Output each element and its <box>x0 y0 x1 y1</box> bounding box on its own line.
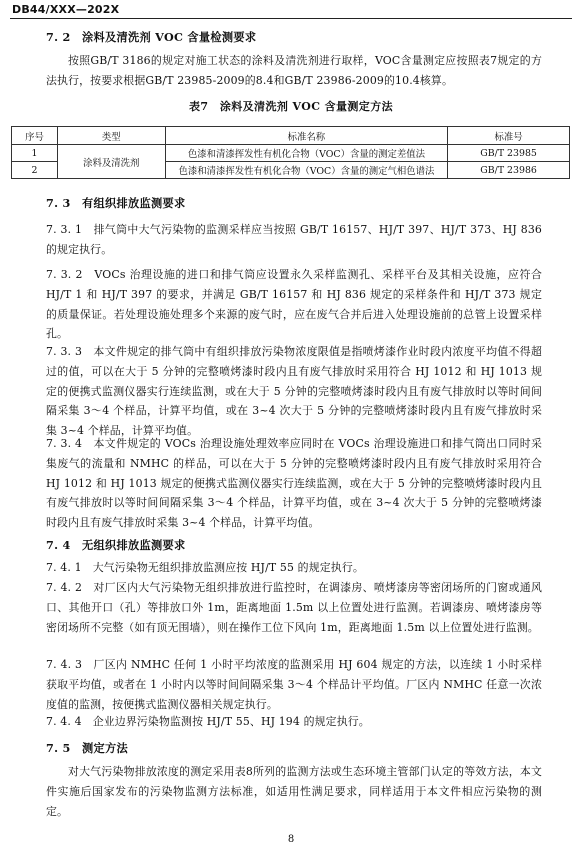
clause-7-4-4: 7. 4. 4 企业边界污染物监测按 HJ/T 55、HJ 194 的规定执行。 <box>46 715 370 728</box>
row-category: 涂料及清洗剂 <box>57 145 165 179</box>
section-7-2-heading: 7. 2 涂料及清洗剂 VOC 含量检测要求 <box>46 30 257 44</box>
header-type: 类型 <box>57 127 165 145</box>
section-7-5-heading: 7. 5 测定方法 <box>46 741 128 755</box>
header-standard-code: 标准号 <box>448 127 570 145</box>
table-7 <box>11 126 570 179</box>
row-standard-code: GB/T 23985 <box>448 145 570 162</box>
clause-7-3-4: 7. 3. 4 本文件规定的 VOCs 治理设施处理效率应同时在 VOCs 治理设施进口和排气筒出口同时采集废气的流量和 NMHC 的样品，可以在大于 5 分钟的完整喷烤漆时段内且有废气排放时采用符合 HJ 1012 和 HJ 1013 规定的便携式监测仪器实行连续监测，或在大于 5 分钟的完整喷烤漆时段内且有废气排放时以等时间间隔采集 3～4 个样品，计算平均值，或在 3~4 次大于 5 分钟的完整喷烤漆时段内且有废气排放时采集 3~4 个样品，计算平均值。 <box>46 437 542 530</box>
header-no: 序号 <box>12 127 58 145</box>
page-number: 8 <box>287 834 295 845</box>
section-7-5-body: 对大气污染物排放浓度的测定采用表8所列的监测方法或生态环境主管部门认定的等效方法，本文件实施后国家发布的污染物监测方法标准，如适用性满足要求，同样适用于本文件相应污染物的测定。 <box>46 765 542 818</box>
row-standard-name: 色漆和清漆挥发性有机化合物（VOC）含量的测定差值法 <box>165 145 447 162</box>
header-standard-name: 标准名称 <box>165 127 447 145</box>
document-code: DB44/XXX—202X <box>12 3 120 16</box>
clause-7-4-2: 7. 4. 2 对厂区内大气污染物无组织排放进行监控时，在调漆房、喷烤漆房等密闭场所的门窗或通风口、其他开口（孔）等排放口外 1m，距离地面 1.5m 以上位置处进行监测。若调漆房、喷烤漆房等密闭场所不完整（如有顶无围墙），则在操作工位下风向 1m，距离地面 1.5m 以上位置处进行监测。 <box>46 581 542 634</box>
section-7-3-heading: 7. 3 有组织排放监测要求 <box>46 196 186 210</box>
row-no: 2 <box>12 162 58 179</box>
section-7-2-body: 按照GB/T 3186的规定对施工状态的涂料及清洗剂进行取样，VOC含量测定应按照表7规定的方法执行，按要求根据GB/T 23985-2009的8.4和GB/T 23986-2009的10.4核算。 <box>46 54 542 87</box>
row-standard-name: 色漆和清漆挥发性有机化合物（VOC）含量的测定气相色谱法 <box>165 162 447 179</box>
clause-7-3-2: 7. 3. 2 VOCs 治理设施的进口和排气筒应设置永久采样监测孔、采样平台及其相关设施，应符合 HJ/T 1 和 HJ/T 397 的要求，并满足 GB/T 16157 和 HJ 836 规定的采样条件和 HJ/T 373 规定的质量保证。若处理设施处理多个来源的废气时，应在废气合并后进入处理设施前的总管上设置采样孔。 <box>46 268 542 341</box>
clause-7-3-3: 7. 3. 3 本文件规定的排气筒中有组织排放污染物浓度限值是指喷烤漆作业时段内浓度平均值不得超过的值，可以在大于 5 分钟的完整喷烤漆时段内且有废气排放时采用符合 HJ 1012 和 HJ 1013 规定的便携式监测仪器实行连续监测，或在大于 5 分钟的完整喷烤漆时段内且有废气排放时以等时间间隔采集 3～4 个样品，计算平均值，或在 3~4 次大于 5 分钟的完整喷烤漆时段内且有废气排放时采集 3~4 个样品，计算平均值。 <box>46 345 542 438</box>
clause-7-3-1: 7. 3. 1 排气筒中大气污染物的监测采样应当按照 GB/T 16157、HJ/T 397、HJ/T 373、HJ 836 的规定执行。 <box>46 223 542 256</box>
header-rule <box>10 18 572 19</box>
row-no: 1 <box>12 145 58 162</box>
clause-7-4-3: 7. 4. 3 厂区内 NMHC 任何 1 小时平均浓度的监测采用 HJ 604 规定的方法，以连续 1 小时采样获取平均值，或者在 1 小时内以等时间间隔采集 3～4 个样品计平均值。厂区内 NMHC 任意一次浓度值的监测，按便携式监测仪器相关规定执行。 <box>46 658 542 711</box>
section-7-4-heading: 7. 4 无组织排放监测要求 <box>46 538 186 552</box>
table-row <box>12 145 570 162</box>
row-standard-code: GB/T 23986 <box>448 162 570 179</box>
table-header-row <box>12 127 570 145</box>
table-7-title: 表7 涂料及清洗剂 VOC 含量测定方法 <box>189 100 393 113</box>
clause-7-4-1: 7. 4. 1 大气污染物无组织排放监测应按 HJ/T 55 的规定执行。 <box>46 561 364 574</box>
